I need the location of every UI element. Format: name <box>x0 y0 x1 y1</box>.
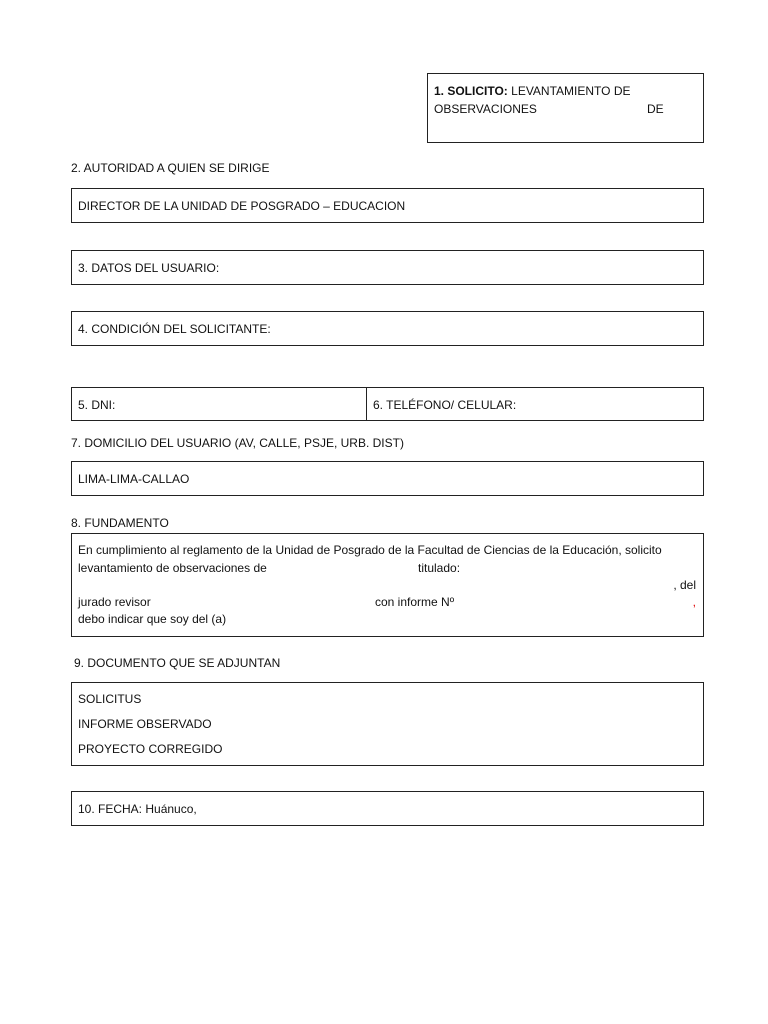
solicito-text-3: DE <box>647 102 664 116</box>
datos-usuario-field[interactable] <box>71 250 704 285</box>
fundamento-line-2a: levantamiento de observaciones de <box>78 561 267 575</box>
fundamento-line-5: debo indicar que soy del (a) <box>78 612 227 626</box>
documentos-field[interactable] <box>71 682 704 766</box>
autoridad-label: 2. AUTORIDAD A QUIEN SE DIRIGE <box>71 161 270 175</box>
fecha-field[interactable] <box>71 791 704 826</box>
solicito-box <box>427 73 704 143</box>
fundamento-field[interactable] <box>71 533 704 637</box>
fundamento-line-4a: jurado revisor <box>78 595 151 609</box>
dni-field[interactable] <box>71 387 367 421</box>
datos-usuario-label: 3. DATOS DEL USUARIO: <box>78 261 220 275</box>
domicilio-field[interactable] <box>71 461 704 496</box>
documento-item: INFORME OBSERVADO <box>78 717 212 731</box>
fundamento-line-4b: con informe Nº <box>375 595 455 609</box>
fundamento-line-3: , del <box>673 578 696 592</box>
documento-item: PROYECTO CORREGIDO <box>78 742 223 756</box>
telefono-label: 6. TELÉFONO/ CELULAR: <box>373 398 517 412</box>
fundamento-line-4c: , <box>692 595 696 609</box>
dni-label: 5. DNI: <box>78 398 116 412</box>
fundamento-line-2b: titulado: <box>418 561 461 575</box>
fundamento-line-1: En cumplimiento al reglamento de la Unidad de Posgrado de la Facultad de Ciencias de la Educación, solicito <box>78 543 662 557</box>
solicito-label: 1. SOLICITO: <box>434 84 508 98</box>
condicion-label: 4. CONDICIÓN DEL SOLICITANTE: <box>78 322 271 336</box>
domicilio-value: LIMA-LIMA-CALLAO <box>78 472 190 486</box>
autoridad-field[interactable] <box>71 188 704 223</box>
fundamento-label: 8. FUNDAMENTO <box>71 516 169 530</box>
solicito-text-2: OBSERVACIONES <box>434 102 537 116</box>
autoridad-value: DIRECTOR DE LA UNIDAD DE POSGRADO – EDUCACION <box>78 199 406 213</box>
condicion-field[interactable] <box>71 311 704 346</box>
solicito-line-1 <box>434 84 631 98</box>
solicito-text-1: LEVANTAMIENTO DE <box>511 84 631 98</box>
fecha-label: 10. FECHA: Huánuco, <box>78 802 197 816</box>
domicilio-label: 7. DOMICILIO DEL USUARIO (AV, CALLE, PSJE, URB. DIST) <box>71 436 404 450</box>
telefono-field[interactable] <box>366 387 704 421</box>
documento-item: SOLICITUS <box>78 692 142 706</box>
documentos-label: 9. DOCUMENTO QUE SE ADJUNTAN <box>74 656 281 670</box>
